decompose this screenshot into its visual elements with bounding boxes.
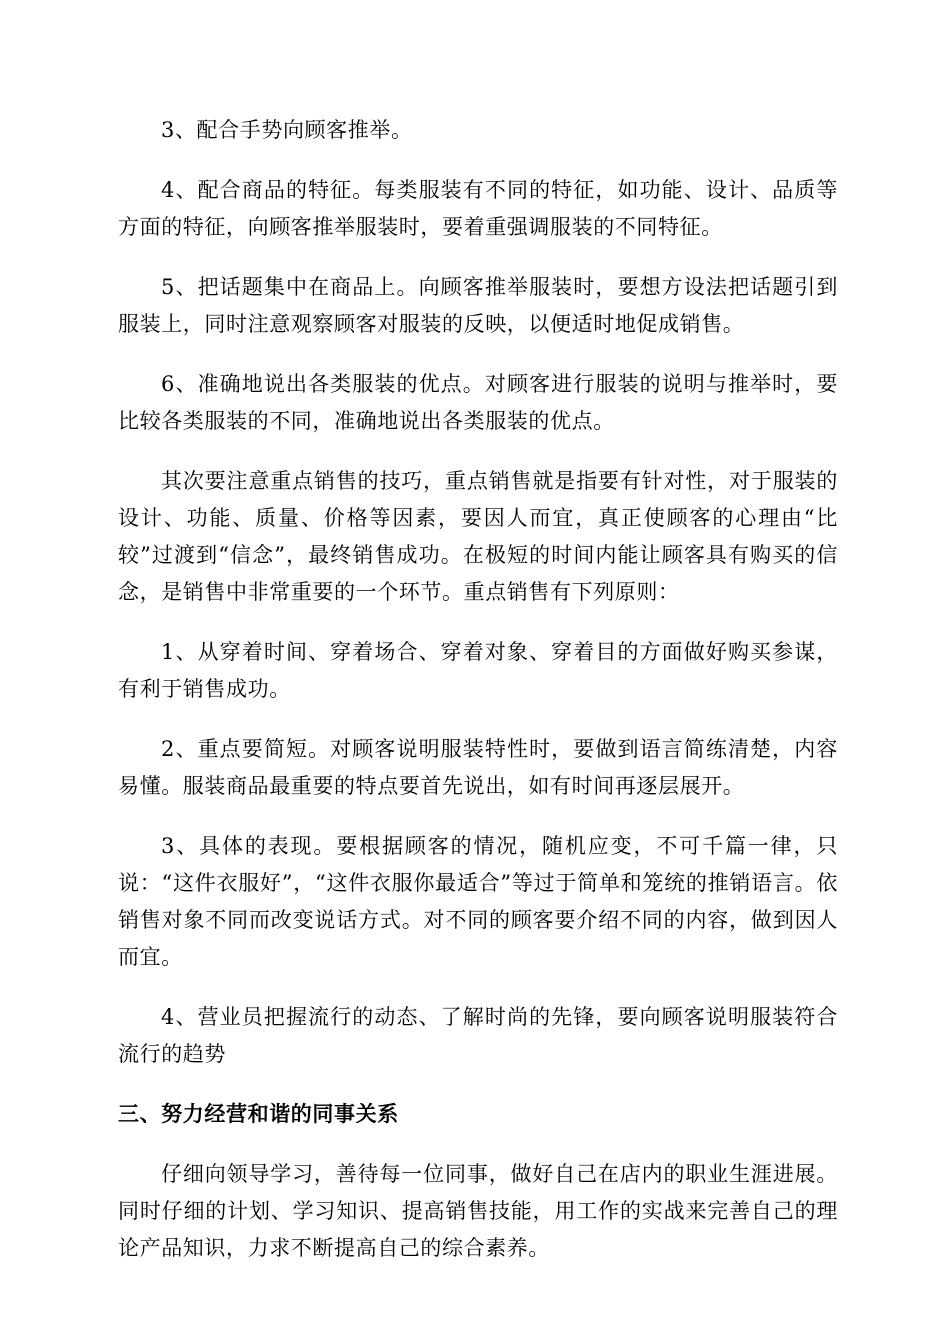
paragraph: 4、营业员把握流行的动态、了解时尚的先锋，要向顾客说明服装符合流行的趋势 — [118, 1005, 838, 1066]
paragraph: 2、重点要简短。对顾客说明服装特性时，要做到语言简练清楚，内容易懂。服装商品最重要的特点要首先说出，如有时间再逐层展开。 — [118, 737, 838, 798]
paragraph: 其次要注意重点销售的技巧，重点销售就是指要有针对性，对于服装的设计、功能、质量、价格等因素，要因人而宜，真正使顾客的心理由“比较”过渡到“信念”，最终销售成功。在极短的时间内能让顾客具有购买的信念，是销售中非常重要的一个环节。重点销售有下列原则： — [118, 469, 838, 604]
paragraph: 5、把话题集中在商品上。向顾客推举服装时，要想方设法把话题引到服装上，同时注意观察顾客对服装的反映，以便适时地促成销售。 — [118, 275, 838, 336]
paragraph: 3、具体的表现。要根据顾客的情况，随机应变，不可千篇一律，只说：“这件衣服好”，“这件衣服你最适合”等过于简单和笼统的推销语言。依销售对象不同而改变说话方式。对不同的顾客要介绍不同的内容，做到因人而宜。 — [118, 834, 838, 969]
paragraph: 3、配合手势向顾客推举。 — [161, 118, 413, 142]
paragraph: 6、准确地说出各类服装的优点。对顾客进行服装的说明与推举时，要比较各类服装的不同，准确地说出各类服装的优点。 — [118, 372, 838, 433]
paragraph: 仔细向领导学习，善待每一位同事，做好自己在店内的职业生涯进展。同时仔细的计划、学习知识、提高销售技能，用工作的实战来完善自己的理论产品知识，力求不断提高自己的综合素养。 — [118, 1162, 838, 1260]
paragraph: 1、从穿着时间、穿着场合、穿着对象、穿着目的方面做好购买参谋，有利于销售成功。 — [118, 640, 838, 701]
document-body — [118, 112, 838, 1290]
paragraph: 4、配合商品的特征。每类服装有不同的特征，如功能、设计、品质等方面的特征，向顾客推举服装时，要着重强调服装的不同特征。 — [118, 178, 838, 239]
section-heading: 三、努力经营和谐的同事关系 — [118, 1102, 399, 1126]
